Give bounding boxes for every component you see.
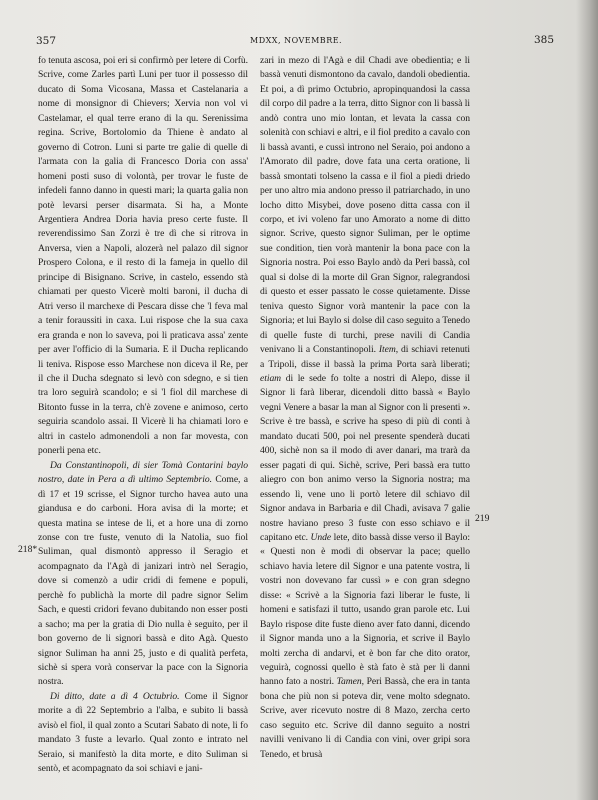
page-number-left: 357 [36,35,57,47]
dispatch-heading: Da Constantinopoli, di sier Tomà Contarini baylo nostro, date in Pera a dì ultimo Septembrio. [38,459,248,486]
italic-term: etiam [260,372,282,384]
paragraph-text: Come, a dì 17 et 19 scrisse, el Signor turcho havea auto una giandusa e do carboni. Hora avisa di la morte; et questa matina se intese de li, et a hore una di zorno zonse con tre fuste, venuto di la Natolia, suo fiol Suliman, qual dismontò appresso il Seragio et acompagnato da l'Agà di janizari intrò nel Seragio, dove si comenzò a udir cridi di femene e populi, perchè fo publichà la morte dil padre signor Selim Sach, e questi cridori fevano dubitando non esser posti a sacho; ma per la gratia di Dio nulla è seguito, per il bon governo de li signori bassà e dito Agà. Questo signor Suliman ha anni 25, justo e di qualità perfeta, sichè si spera vorà conservar la pace con la Signoria nostra. [38,474,248,688]
paragraph-suliman [260,54,470,762]
paragraph-text: lete, dito bassà disse verso il Baylo: « Questi non è modi di observar la pace; quello schiavo havia letere dil Signor e una patente vostra, li vostri non dovevano far cussì » e con gran sdegno disse: « Scrivè a la Signoria fazi liberar le fuste, li homeni e satisfazi il tutto, usando gran parole etc. Lui Baylo rispose dite fuste dieno aver fato danni, dicendo il Signor manda uno a la Signoria, et scrive il Baylo molti zercha di andarvi, et è bon far che dito orator, veguirà, cognossi quello è stà fato è stà per li danni hanno fato a nostri. [260,531,470,688]
paragraph-constantinople [38,459,248,690]
italic-term: Tamen, [336,676,364,688]
paragraph-text: zari in mezo di l'Agà e dil Chadi ave obedientia; e li bassà venuti dismontono da cavalo, dandoli obedientia. Et poi, a dì primo Octubrio, apropinquandosi la cassa dil corpo dil padre a la terra, ditto Signor con li bassà li andò contra uno mio lontan, et levata la cassa con solenità con schiavi e altri, e il fiol predito a cavalo con li bassà avanti, e cussì introno nel Seraio, poi andono a l'Amorato dil padre, dove fata una certa oratione, li bassà smontati tolseno la cassa e il fiol a piedi driedo per uno altro mia andono presso il patriarchado, in uno locho ditto Misybei, dove poseno ditta cassa con il corpo, et ivi voleno far uno Amorato a nome di ditto signor. Scrive, questo signor Suliman, per le optime sue condition, tien vorà mantenir la bona pace con la Signoria nostra. Poi esso Baylo andò da Peri bassà, col qual si dolse di la morte dil Gran Signor, ralegrandosi di questo et esser passato le cosse quietamente. Disse teniva questo Signor vorà mantenir la pace con la Signoria; et lui Baylo si dolse dil caso seguito a Tenedo di quelle fuste di turchi, prese navili di Candia venivano li a Constantinopoli. [260,55,470,356]
italic-term: Unde [310,531,332,543]
paragraph-text: di schiavi retenuti a Tripoli, disse il bassà la prima Porta sarà liberati; [260,344,470,370]
running-head [36,35,554,49]
paragraph-text: Peri Bassà, che era in tanta bona che più non si poteva dir, vene molto sdegnato. Scrive, aver ricevuto nostre di 8 Mazo, zercha certo caso seguito etc. Scrive dil danno seguito a nostri navilli venivano li di Candia con vini, over gripi sora Tenedo, et brusà [260,676,470,760]
italic-term: Item, [378,344,399,356]
dispatch-heading: Di ditto, date a dì 4 Octubrio. [50,690,180,702]
paragraph-text: di le sede fo tolte a nostri di Alepo, disse il Signor li farà liberar, dicendoli ditto bassà « Baylo vegni Venere a basar la man al Signor con li presenti ». Scrive è tre bassà, e scrive ha speso di più di conti à mandato ducati 500, poi nel presente spenderà ducati 400, sichè non sa il modo di aver danari, ma trarà da esser pagati di qui. Sichè, scrive, Peri bassà era tutto aliegro con bon animo verso la Signoria nostra; ma essendo lì, vene uno li portò letere dil schiavo dil Signor andava in Barbaria e dil Chadì, avisava 7 galie nostre haviano preso 3 fuste con esso schiavo e il capitano etc. [260,372,470,543]
paragraph-text: Come il Signor morite a dì 22 Septembrio a l'alba, e subito li bassà avisò el fiol, il qual zonto a Scutari Sabato di note, li fo mandato 3 fuste a levarlo. Qual zonto e intrato nel Seraio, si manifestò la dita morte, e dito Suliman si sentò, et acompagnato da soi schiavi e jani- [38,690,249,775]
paragraph-corfu: fo tenuta ascosa, poi eri si confirmò per letere di Corfù. Scrive, come Zarles partì Luni per tuor il possesso dil ducato di Soma Vicosana, Massa et Castelanaria a nome di monsignor di Chievers; Xervia non vol vi Castelamar, el qual terre erano di la qu. Serenissima regina. Scrive, Bortolomio da Thiene è andato al governo di Cotron. Luni si parte tre galie di quelle di l'armata con la galia di Francesco Doria con assa' homeni posti suso di volontà, per trovar le fuste de infedeli fanno danno in questi mari; la quarta galia non potè levarsi perser disarmata. Si ha, a Monte Argentiera Andrea Doria havia preso certe fuste. Il reverendissimo San Zorzi è tre dì che si ritrova in Anversa, vien a Napoli, alozerà nel palazo dil signor Prospero Colona, e il resto di la fameja in quello dil principe di Bisignano. Scrive, in castelo, essendo stà chiamati per questo Vicerè molti baroni, il ducha di Atri verso il marchexe di Pescara disse che 'l feva mal a tenir foraussiti in caxa. Lui rispose che la sua caxa era granda e non lo saveva, poi li praticava assa' zente per aver l'officio di la Sumaria. E il Ducha replicando li teniva. Rispose esso Marchese non diceva il Re, per il che il Ducha sdegnato si levò con sdegno, e si tien tra loro seguirà scandolo; e si 'l fiol dil marchese di Bitonto fusse in la terra, ch'è zovene e animoso, certo seguiria scandolo assai. Il Vicerè li ha chiamati loro e altri in castelo admonendoli a non far movesta, con ponerli pena etc. [38,55,248,457]
running-title: MDXX, NOVEMBRE. [250,36,343,45]
paragraph-october [38,690,248,777]
margin-note-right: 219 [475,513,490,524]
margin-note-left: 218* [18,544,38,555]
page-edge-shadow [576,0,598,800]
page-number-right: 385 [533,34,554,46]
left-column [38,54,248,777]
right-column [260,54,470,762]
